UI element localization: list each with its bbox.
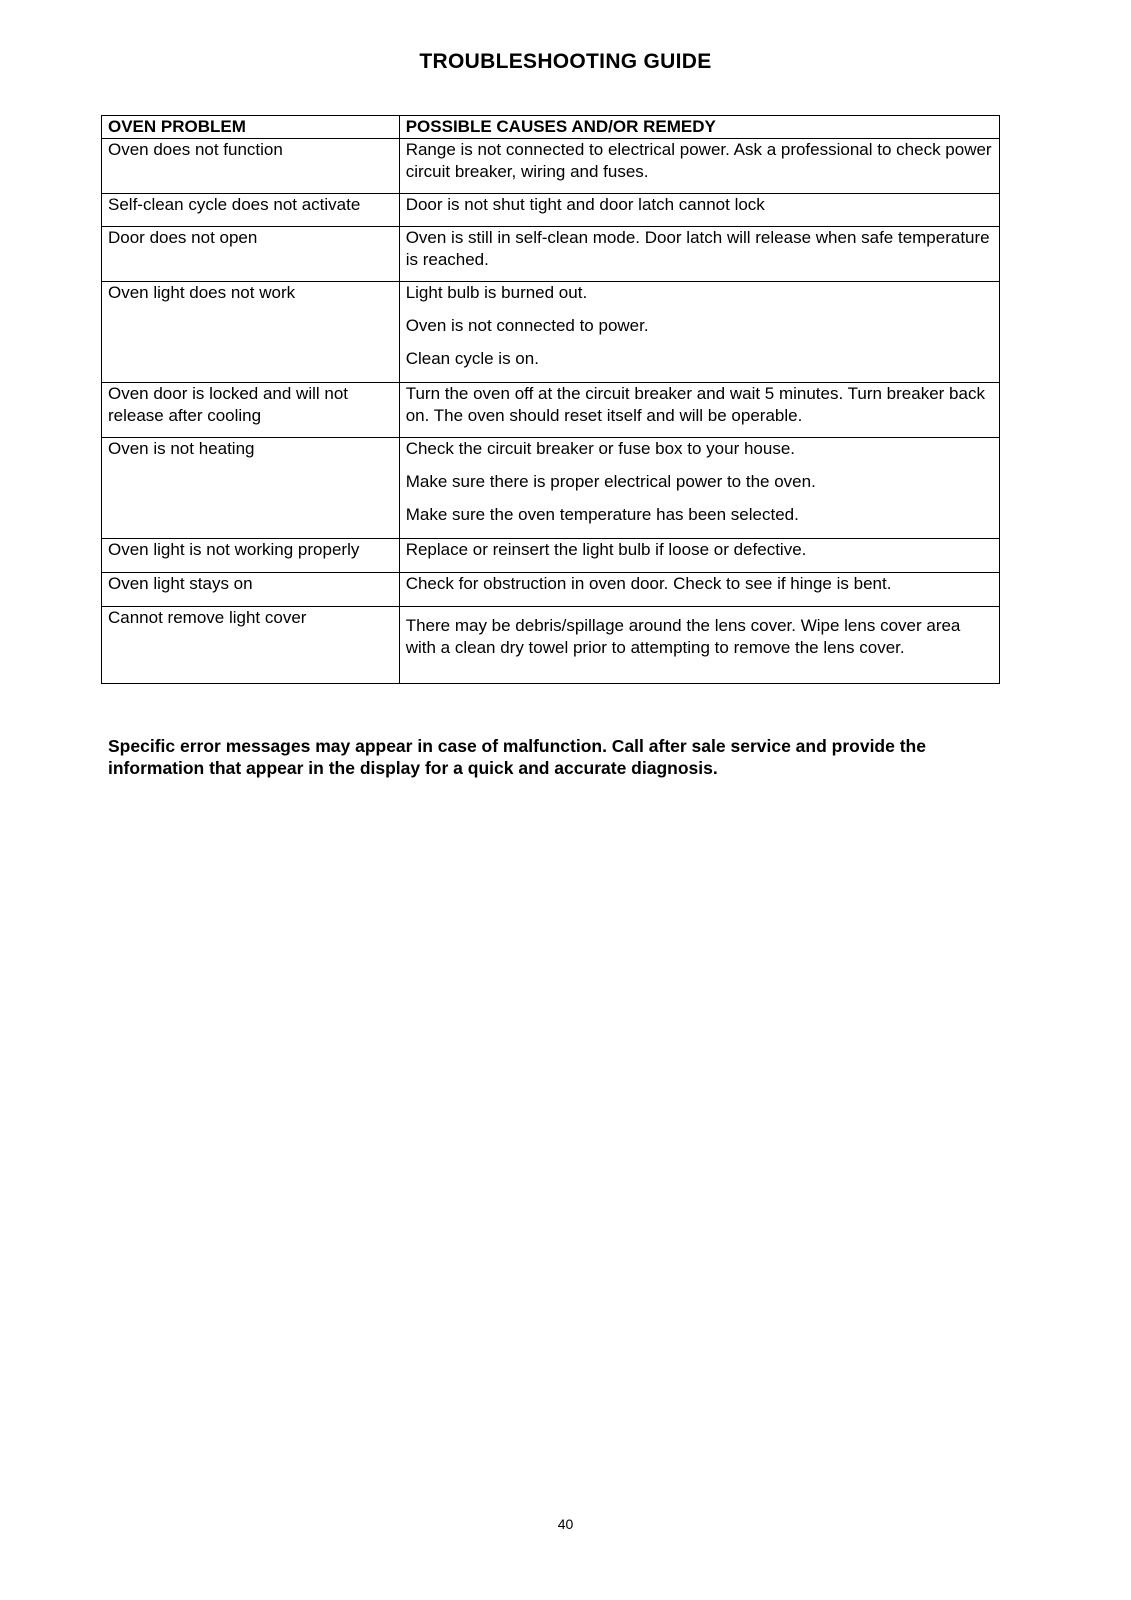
remedy-cell: [399, 539, 999, 573]
remedy-text: Check the circuit breaker or fuse box to your house.: [405, 439, 796, 458]
table-row: [102, 383, 1000, 438]
page-number: 40: [557, 1516, 574, 1532]
remedy-cell: [399, 282, 999, 383]
problem-cell: Oven light stays on: [102, 573, 400, 607]
remedy-text: Oven is not connected to power.: [405, 316, 649, 335]
remedy-cell: [399, 438, 999, 539]
remedy-cell: [399, 573, 999, 607]
problem-cell: Oven door is locked and will not release after cooling: [102, 383, 400, 438]
remedy-cell: [399, 139, 999, 194]
remedy-text: Replace or reinsert the light bulb if loose or defective.: [405, 540, 807, 559]
remedy-text: Turn the oven off at the circuit breaker and wait 5 minutes. Turn breaker back on. The oven should reset itself and will be operable.: [405, 384, 985, 425]
table-row: [102, 194, 1000, 227]
remedy-cell: [399, 607, 999, 684]
header-oven-problem: OVEN PROBLEM: [102, 116, 400, 139]
table-row: [102, 227, 1000, 282]
remedy-text: Check for obstruction in oven door. Check to see if hinge is bent.: [405, 574, 892, 593]
remedy-cell: [399, 227, 999, 282]
page-title: TROUBLESHOOTING GUIDE: [419, 50, 712, 73]
remedy-text: Door is not shut tight and door latch cannot lock: [405, 195, 765, 214]
table-row: [102, 139, 1000, 194]
remedy-text: Oven is still in self-clean mode. Door latch will release when safe temperature is reached.: [405, 228, 990, 269]
table-row: [102, 438, 1000, 539]
troubleshooting-table: [101, 115, 1000, 684]
problem-cell: Cannot remove light cover: [102, 607, 400, 684]
error-message-note: Specific error messages may appear in case of malfunction. Call after sale service and provide the information that appear in the display for a quick and accurate diagnosis.: [108, 736, 926, 778]
remedy-cell: [399, 383, 999, 438]
table-row: [102, 539, 1000, 573]
remedy-text: There may be debris/spillage around the lens cover. Wipe lens cover area with a clean dry towel prior to attempting to remove the lens cover.: [405, 616, 961, 657]
problem-cell: Door does not open: [102, 227, 400, 282]
table-row: [102, 573, 1000, 607]
remedy-text: Clean cycle is on.: [405, 349, 539, 368]
remedy-text: Range is not connected to electrical power. Ask a professional to check power circuit breaker, wiring and fuses.: [405, 140, 992, 181]
problem-cell: Oven does not function: [102, 139, 400, 194]
remedy-text: Make sure the oven temperature has been selected.: [405, 505, 799, 524]
table-header-row: [102, 116, 1000, 139]
remedy-text: Make sure there is proper electrical power to the oven.: [405, 472, 816, 491]
table-row: [102, 282, 1000, 383]
problem-cell: Self-clean cycle does not activate: [102, 194, 400, 227]
remedy-text: Light bulb is burned out.: [405, 283, 588, 302]
problem-cell: Oven is not heating: [102, 438, 400, 539]
problem-cell: Oven light is not working properly: [102, 539, 400, 573]
problem-cell: Oven light does not work: [102, 282, 400, 383]
header-possible-causes: POSSIBLE CAUSES AND/OR REMEDY: [399, 116, 999, 139]
remedy-cell: [399, 194, 999, 227]
table-row: [102, 607, 1000, 684]
